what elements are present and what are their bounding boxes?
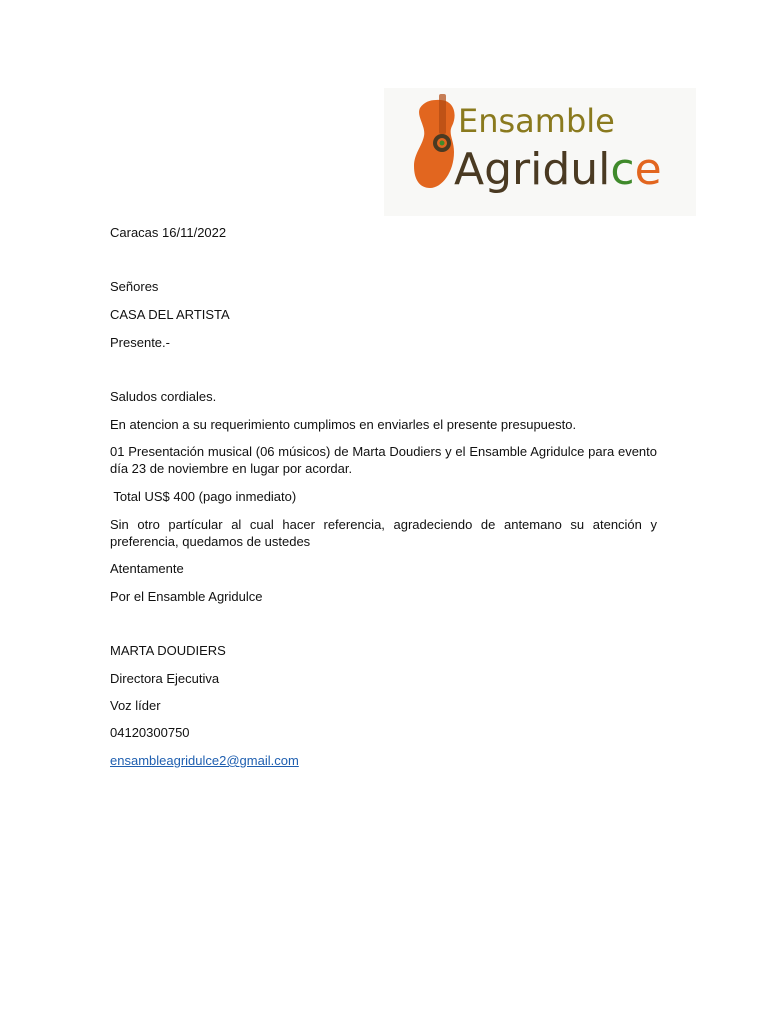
recipient: CASA DEL ARTISTA <box>110 307 230 322</box>
closing-paragraph: Sin otro partícular al cual hacer referencia, agradeciendo de antemano su atención y preferencia, quedamos de ustedes <box>110 517 657 549</box>
signature-email-link[interactable]: ensambleagridulce2@gmail.com <box>110 753 299 768</box>
logo-line1: Ensamble <box>458 102 615 140</box>
signature-role: Voz líder <box>110 698 161 713</box>
logo-line2-c: c <box>610 144 635 195</box>
greeting: Saludos cordiales. <box>110 389 217 404</box>
total-line: Total US$ 400 (pago inmediato) <box>110 489 297 504</box>
logo-line2-prefix: Agridul <box>454 144 611 195</box>
regards: Atentamente <box>110 561 184 576</box>
by-line: Por el Ensamble Agridulce <box>110 589 263 604</box>
guitar-icon <box>414 94 455 188</box>
place-date: Caracas 16/11/2022 <box>110 225 227 240</box>
signature-name: MARTA DOUDIERS <box>110 643 226 658</box>
signature-title: Directora Ejecutiva <box>110 671 220 686</box>
intro-line: En atencion a su requerimiento cumplimos en enviarles el presente presupuesto. <box>110 417 577 432</box>
item-description: 01 Presentación musical (06 músicos) de Marta Doudiers y el Ensamble Agridulce para evento día 23 de noviembre en lugar por acordar. <box>110 444 657 476</box>
signature-phone: 04120300750 <box>110 725 190 740</box>
svg-text:Agridulce <box>454 144 662 195</box>
logo-line2-e: e <box>634 144 662 195</box>
presente: Presente.- <box>110 335 170 350</box>
ensamble-agridulce-logo <box>384 88 696 216</box>
salutation: Señores <box>110 279 159 294</box>
